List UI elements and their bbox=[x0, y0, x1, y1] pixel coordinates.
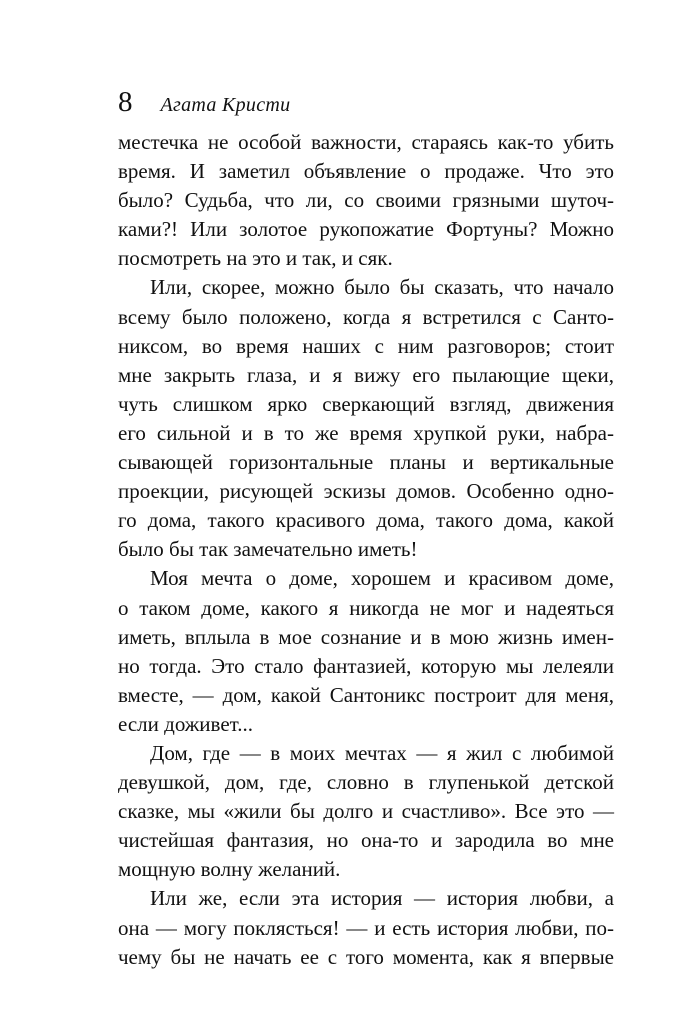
text-line: его сильной и в то же время хрупкой руки, набра- bbox=[118, 420, 614, 445]
text-line: время. И заметил объявление о продаже. Что это bbox=[118, 159, 614, 184]
text-line: го дома, такого красивого дома, такого дома, какой bbox=[118, 508, 614, 533]
text-line: чуть слишком ярко сверкающий взгляд, движения bbox=[118, 391, 614, 416]
text-line: всему было положено, когда я встретился с Санто- bbox=[118, 304, 614, 329]
text-line: вместе, — дом, какой Сантоникс построит для меня, bbox=[118, 682, 614, 707]
text-line: никсом, во время наших с ним разговоров; стоит bbox=[118, 333, 614, 358]
text-line: было? Судьба, что ли, со своими грязными шуточ- bbox=[118, 188, 614, 213]
text-line: девушкой, дом, где, словно в глупенькой детской bbox=[118, 770, 614, 795]
text-line: Или, скорее, можно было бы сказать, что начало bbox=[150, 275, 614, 300]
text-line: было бы так замечательно иметь! bbox=[118, 537, 418, 562]
page-number: 8 bbox=[118, 86, 133, 118]
text-line: она — могу поклясться! — и есть история любви, по- bbox=[118, 915, 614, 940]
text-line: иметь, вплыла в мое сознание и в мою жизнь имен- bbox=[118, 624, 614, 649]
text-line: о таком доме, какого я никогда не мог и надеяться bbox=[118, 595, 614, 620]
text-line: посмотреть на это и так, и сяк. bbox=[118, 246, 393, 271]
text-line: мощную волну желаний. bbox=[118, 857, 341, 882]
text-line: Моя мечта о доме, хорошем и красивом доме, bbox=[150, 566, 614, 591]
text-line: мне закрыть глаза, и я вижу его пылающие щеки, bbox=[118, 362, 614, 387]
running-head-author: Агата Кристи bbox=[160, 94, 291, 116]
text-line: чему бы не начать ее с того момента, как я впервые bbox=[118, 944, 614, 969]
text-line: чистейшая фантазия, но она-то и зародила во мне bbox=[118, 828, 614, 853]
text-line: ками?! Или золотое рукопожатие Фортуны? Можно bbox=[118, 217, 614, 242]
text-line: если доживет... bbox=[118, 711, 254, 736]
text-line: сказке, мы «жили бы долго и счастливо». Все это — bbox=[118, 799, 614, 824]
text-line: Дом, где — в моих мечтах — я жил с любимой bbox=[150, 740, 614, 765]
text-line: местечка не особой важности, стараясь как-то убить bbox=[118, 130, 614, 154]
text-line: проекции, рисующей эскизы домов. Особенно одно- bbox=[118, 479, 614, 504]
body-text bbox=[118, 128, 614, 972]
text-line: Или же, если эта история — история любви, а bbox=[150, 886, 614, 911]
text-line: сывающей горизонтальные планы и вертикальные bbox=[118, 450, 614, 475]
page-header bbox=[118, 82, 290, 122]
text-line: но тогда. Это стало фантазией, которую мы лелеяли bbox=[118, 653, 614, 678]
